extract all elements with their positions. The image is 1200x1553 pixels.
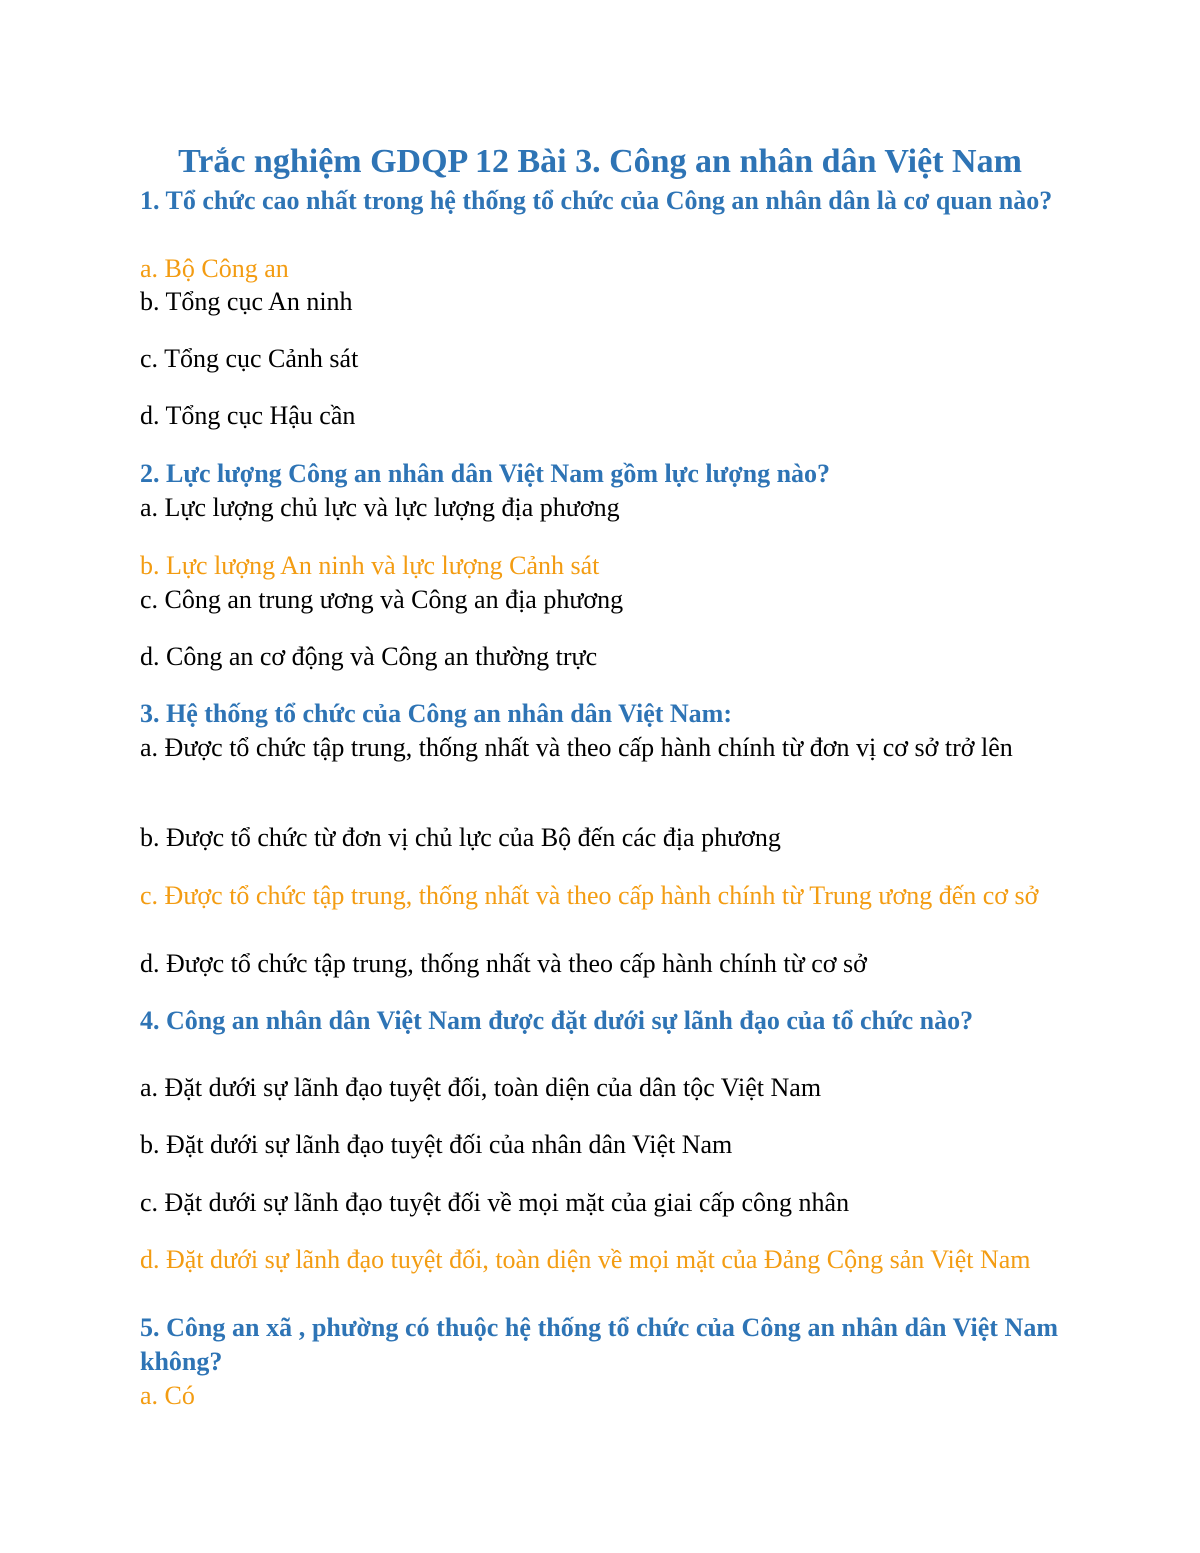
question-2: 2. Lực lượng Công an nhân dân Việt Nam gồm lực lượng nào? <box>140 459 831 488</box>
question-4-option-b: b. Đặt dưới sự lãnh đạo tuyệt đối của nhân dân Việt Nam <box>140 1130 733 1159</box>
question-1-option-a: a. Bộ Công an <box>140 254 289 283</box>
question-1: 1. Tổ chức cao nhất trong hệ thống tổ chức của Công an nhân dân là cơ quan nào? <box>140 186 1053 215</box>
page-title: Trắc nghiệm GDQP 12 Bài 3. Công an nhân dân Việt Nam <box>178 143 1022 180</box>
question-3: 3. Hệ thống tổ chức của Công an nhân dân Việt Nam: <box>140 699 732 728</box>
question-2-option-a: a. Lực lượng chủ lực và lực lượng địa phương <box>140 493 620 522</box>
question-2-option-c: c. Công an trung ương và Công an địa phương <box>140 585 624 614</box>
question-4: 4. Công an nhân dân Việt Nam được đặt dưới sự lãnh đạo của tổ chức nào? <box>140 1006 974 1035</box>
question-3-option-b: b. Được tổ chức từ đơn vị chủ lực của Bộ đến các địa phương <box>140 823 781 852</box>
question-4-option-a: a. Đặt dưới sự lãnh đạo tuyệt đối, toàn diện của dân tộc Việt Nam <box>140 1073 822 1102</box>
question-3-option-c: c. Được tổ chức tập trung, thống nhất và theo cấp hành chính từ Trung ương đến cơ sở <box>140 881 1039 910</box>
question-3-option-d: d. Được tổ chức tập trung, thống nhất và theo cấp hành chính từ cơ sở <box>140 949 867 978</box>
question-4-option-d: d. Đặt dưới sự lãnh đạo tuyệt đối, toàn diện về mọi mặt của Đảng Cộng sản Việt Nam <box>140 1245 1031 1274</box>
question-3-option-a: a. Được tổ chức tập trung, thống nhất và theo cấp hành chính từ đơn vị cơ sở trở lên <box>140 733 1013 762</box>
question-5: 5. Công an xã , phường có thuộc hệ thống tổ chức của Công an nhân dân Việt Nam không? <box>140 1313 1058 1376</box>
question-2-option-b: b. Lực lượng An ninh và lực lượng Cảnh sát <box>140 551 600 580</box>
question-1-option-b: b. Tổng cục An ninh <box>140 287 353 316</box>
question-2-option-d: d. Công an cơ động và Công an thường trực <box>140 642 598 671</box>
question-4-option-c: c. Đặt dưới sự lãnh đạo tuyệt đối về mọi mặt của giai cấp công nhân <box>140 1188 850 1217</box>
question-1-option-c: c. Tổng cục Cảnh sát <box>140 344 359 373</box>
question-1-option-d: d. Tổng cục Hậu cần <box>140 401 356 430</box>
question-5-option-a: a. Có <box>140 1381 195 1410</box>
